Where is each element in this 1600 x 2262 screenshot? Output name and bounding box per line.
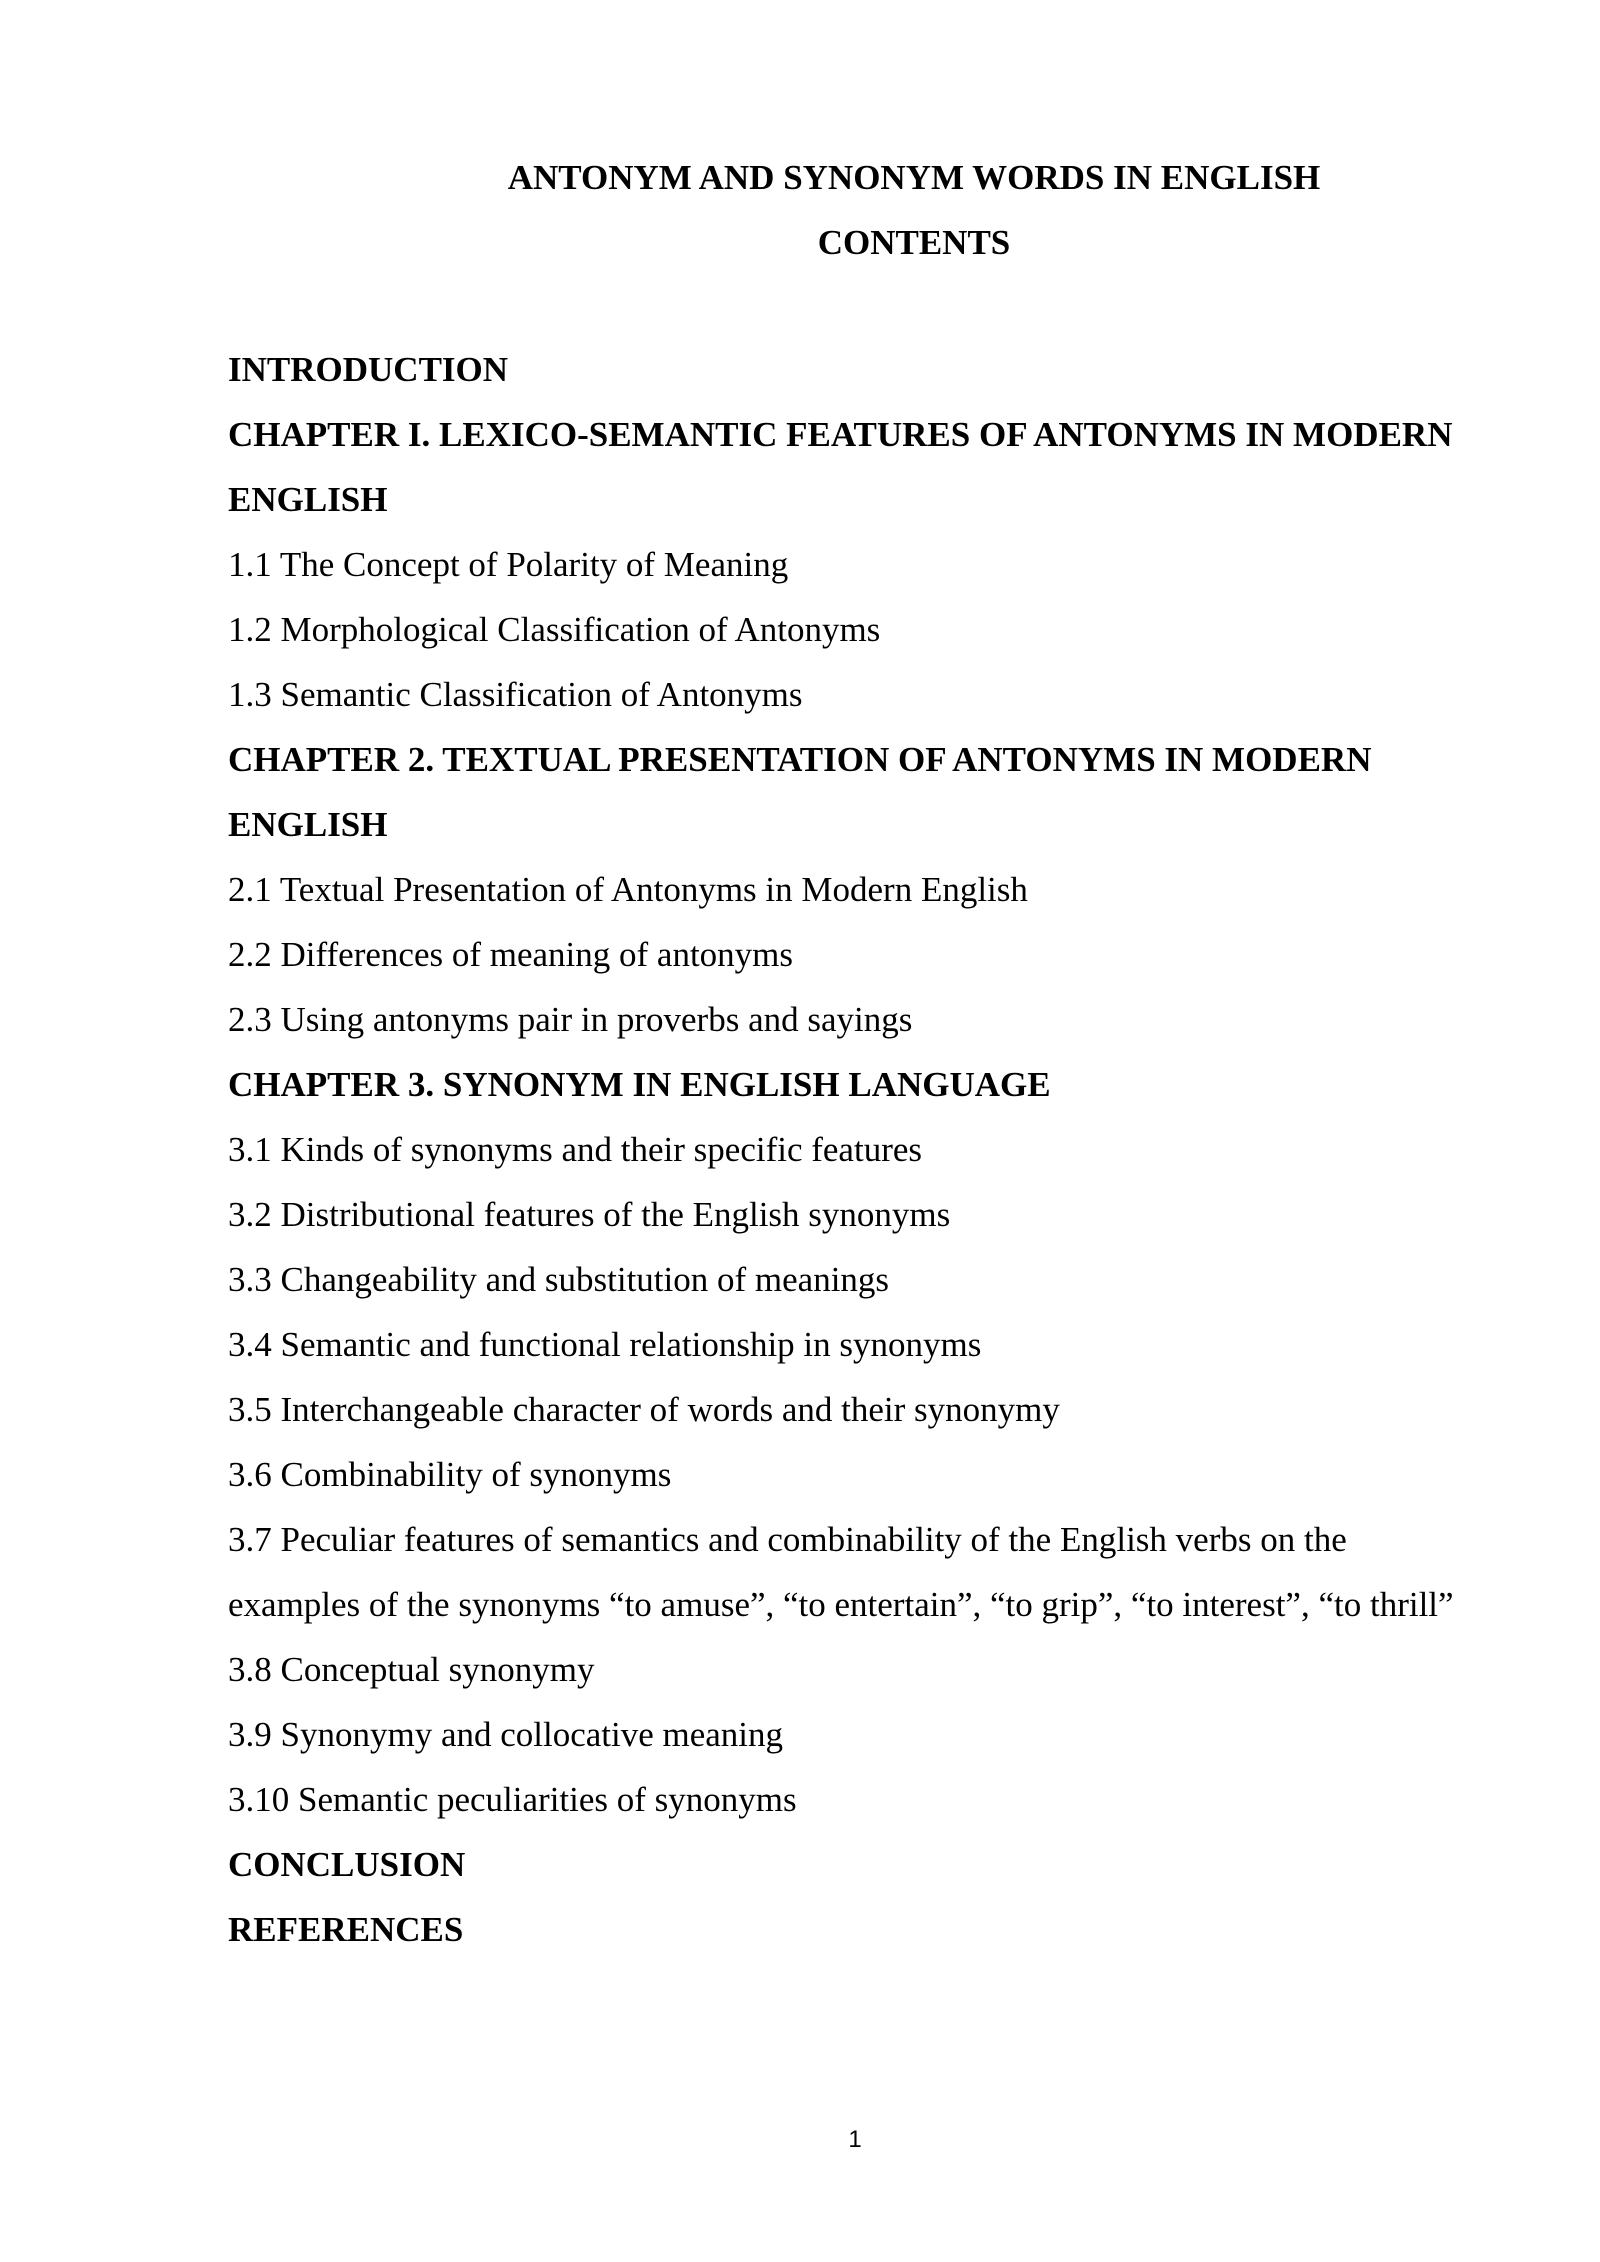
toc-section-3-4: 3.4 Semantic and functional relationship in synonyms [228, 1325, 982, 1364]
toc-section-1-3: 1.3 Semantic Classification of Antonyms [228, 675, 803, 714]
toc-section-3-1: 3.1 Kinds of synonyms and their specific features [228, 1130, 923, 1169]
toc-chapter-2: CHAPTER 2. TEXTUAL PRESENTATION OF ANTONYMS IN MODERN ENGLISH [228, 740, 1372, 844]
table-of-contents [228, 337, 1478, 1962]
toc-section-3-9: 3.9 Synonymy and collocative meaning [228, 1715, 784, 1754]
page-number: 1 [848, 2126, 862, 2153]
toc-references: REFERENCES [228, 1910, 464, 1949]
toc-conclusion: CONCLUSION [228, 1845, 466, 1884]
toc-section-3-8: 3.8 Conceptual synonymy [228, 1650, 595, 1689]
toc-section-3-2: 3.2 Distributional features of the English synonyms [228, 1195, 951, 1234]
title-main: ANTONYM AND SYNONYM WORDS IN ENGLISH [507, 158, 1321, 197]
toc-section-1-1: 1.1 The Concept of Polarity of Meaning [228, 545, 789, 584]
toc-section-2-2: 2.2 Differences of meaning of antonyms [228, 935, 794, 974]
toc-chapter-1: CHAPTER I. LEXICO-SEMANTIC FEATURES OF ANTONYMS IN MODERN ENGLISH [228, 415, 1453, 519]
toc-introduction: INTRODUCTION [228, 350, 509, 389]
toc-chapter-3: CHAPTER 3. SYNONYM IN ENGLISH LANGUAGE [228, 1065, 1051, 1104]
toc-section-3-6: 3.6 Combinability of synonyms [228, 1455, 672, 1494]
toc-section-3-7: 3.7 Peculiar features of semantics and combinability of the English verbs on the examples of the synonyms “to amuse”, “to entertain”, “to grip”, “to interest”, “to thrill” [228, 1520, 1454, 1624]
toc-section-1-2: 1.2 Morphological Classification of Antonyms [228, 610, 881, 649]
toc-section-2-1: 2.1 Textual Presentation of Antonyms in Modern English [228, 870, 1028, 909]
toc-section-3-10: 3.10 Semantic peculiarities of synonyms [228, 1780, 797, 1819]
contents-heading: CONTENTS [817, 223, 1011, 262]
document-title [228, 145, 1600, 275]
toc-section-3-5: 3.5 Interchangeable character of words and their synonymy [228, 1390, 1060, 1429]
toc-section-3-3: 3.3 Changeability and substitution of meanings [228, 1260, 890, 1299]
toc-section-2-3: 2.3 Using antonyms pair in proverbs and sayings [228, 1000, 913, 1039]
